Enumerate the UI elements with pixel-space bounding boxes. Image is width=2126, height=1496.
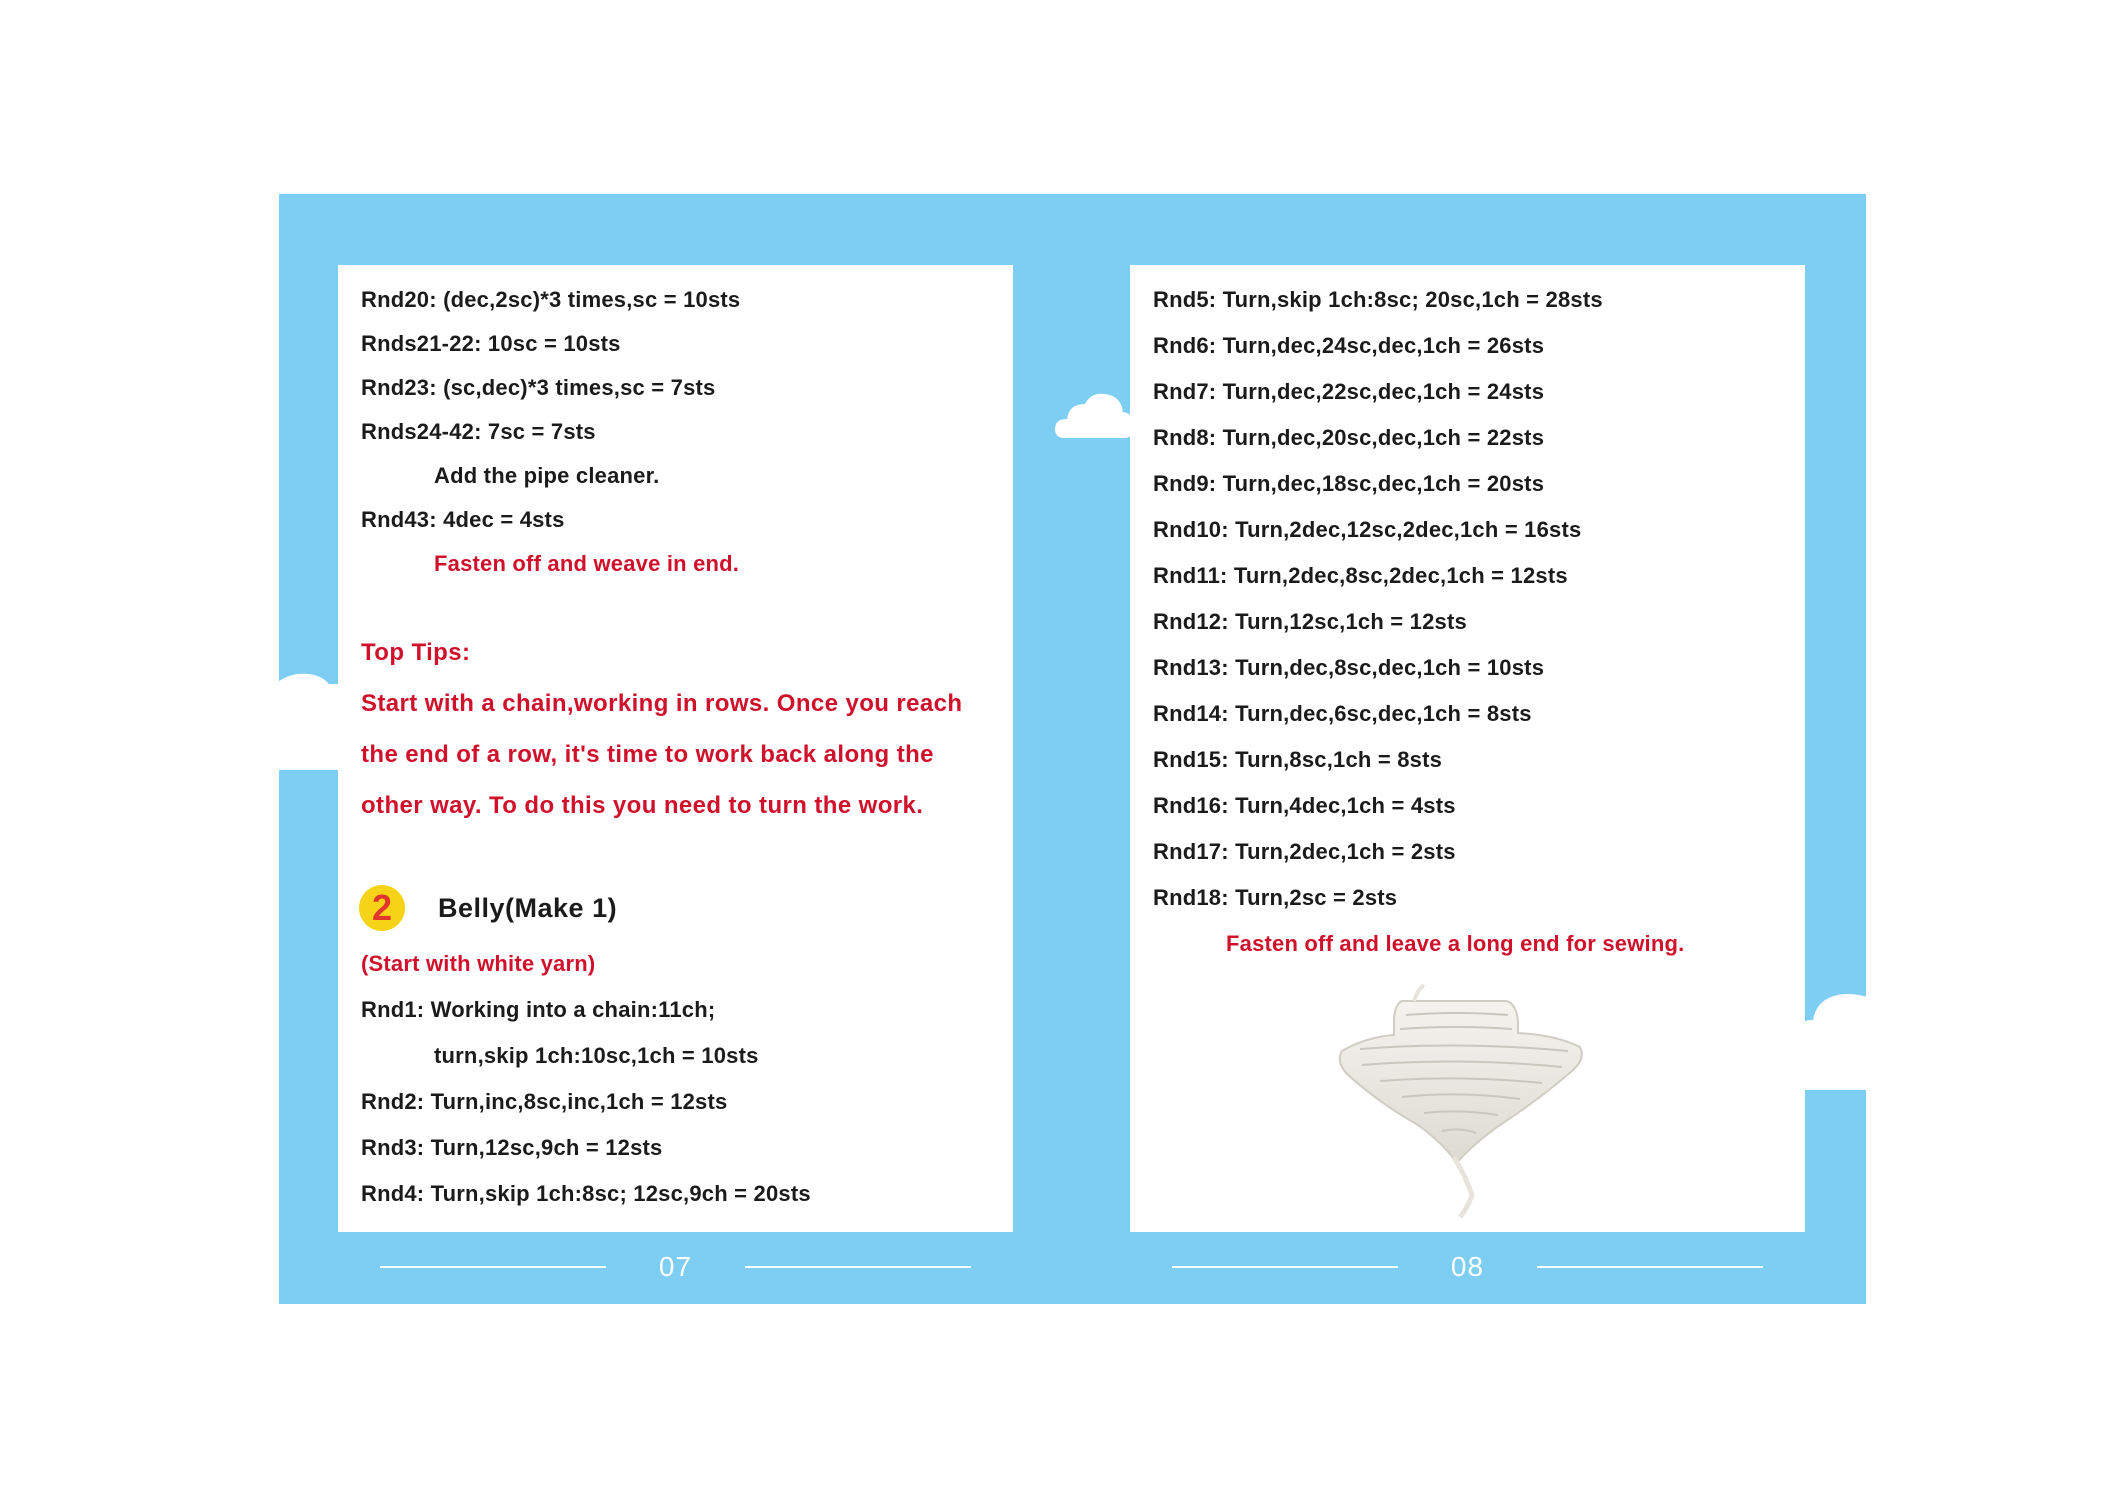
section-note: (Start with white yarn) — [361, 951, 596, 976]
pattern-row: Rnd14: Turn,dec,6sc,dec,1ch = 8sts — [1153, 701, 1532, 726]
pattern-row: Rnd3: Turn,12sc,9ch = 12sts — [361, 1135, 663, 1160]
pattern-row: Rnds24-42: 7sc = 7sts — [361, 419, 596, 444]
pattern-row: Rnd2: Turn,inc,8sc,inc,1ch = 12sts — [361, 1089, 728, 1114]
pattern-row: Rnd5: Turn,skip 1ch:8sc; 20sc,1ch = 28sts — [1153, 287, 1603, 312]
pattern-row: Rnd11: Turn,2dec,8sc,2dec,1ch = 12sts — [1153, 563, 1568, 588]
right-page-footer — [1130, 1232, 1805, 1304]
pattern-note: Add the pipe cleaner. — [434, 463, 660, 488]
top-tips-line: other way. To do this you need to turn the work. — [361, 792, 924, 819]
pattern-row: Rnd8: Turn,dec,20sc,dec,1ch = 22sts — [1153, 425, 1545, 450]
cloud-icon — [1799, 990, 1866, 1090]
crochet-belly-photo — [1310, 981, 1610, 1221]
section-title: Belly(Make 1) — [438, 893, 618, 923]
pattern-row: Rnd17: Turn,2dec,1ch = 2sts — [1153, 839, 1456, 864]
pattern-row: Rnd18: Turn,2sc = 2sts — [1153, 885, 1398, 910]
left-page-footer — [338, 1232, 1013, 1304]
top-tips-line: Start with a chain,working in rows. Once you reach — [361, 690, 963, 717]
pattern-row: Rnd20: (dec,2sc)*3 times,sc = 10sts — [361, 287, 741, 312]
footer-rule — [745, 1266, 971, 1268]
section-number-badge: 2 — [359, 885, 405, 931]
pattern-row: Rnd9: Turn,dec,18sc,dec,1ch = 20sts — [1153, 471, 1545, 496]
book-spread — [279, 194, 1866, 1304]
pattern-row: Rnd15: Turn,8sc,1ch = 8sts — [1153, 747, 1443, 772]
fasten-off-note: Fasten off and weave in end. — [434, 551, 740, 576]
pattern-row: Rnds21-22: 10sc = 10sts — [361, 331, 621, 356]
right-page-panel — [1130, 265, 1805, 1232]
pattern-row: Rnd4: Turn,skip 1ch:8sc; 12sc,9ch = 20sts — [361, 1181, 811, 1206]
pattern-row: turn,skip 1ch:10sc,1ch = 10sts — [434, 1043, 759, 1068]
cloud-icon — [1055, 392, 1135, 440]
page-number: 07 — [658, 1251, 693, 1282]
pattern-row: Rnd12: Turn,12sc,1ch = 12sts — [1153, 609, 1467, 634]
footer-rule — [1537, 1266, 1763, 1268]
pattern-row: Rnd43: 4dec = 4sts — [361, 507, 565, 532]
pattern-row: Rnd1: Working into a chain:11ch; — [361, 997, 716, 1022]
pattern-row: Rnd23: (sc,dec)*3 times,sc = 7sts — [361, 375, 716, 400]
pattern-row: Rnd16: Turn,4dec,1ch = 4sts — [1153, 793, 1456, 818]
pattern-row: Rnd10: Turn,2dec,12sc,2dec,1ch = 16sts — [1153, 517, 1582, 542]
left-page-panel — [338, 265, 1013, 1232]
pattern-row: Rnd6: Turn,dec,24sc,dec,1ch = 26sts — [1153, 333, 1545, 358]
pattern-row: Rnd7: Turn,dec,22sc,dec,1ch = 24sts — [1153, 379, 1545, 404]
pattern-row: Rnd13: Turn,dec,8sc,dec,1ch = 10sts — [1153, 655, 1545, 680]
top-tips-line: the end of a row, it's time to work back along the — [361, 741, 934, 768]
top-tips-heading: Top Tips: — [361, 639, 471, 666]
fasten-off-note: Fasten off and leave a long end for sewing. — [1226, 931, 1685, 956]
page-number: 08 — [1450, 1251, 1485, 1282]
